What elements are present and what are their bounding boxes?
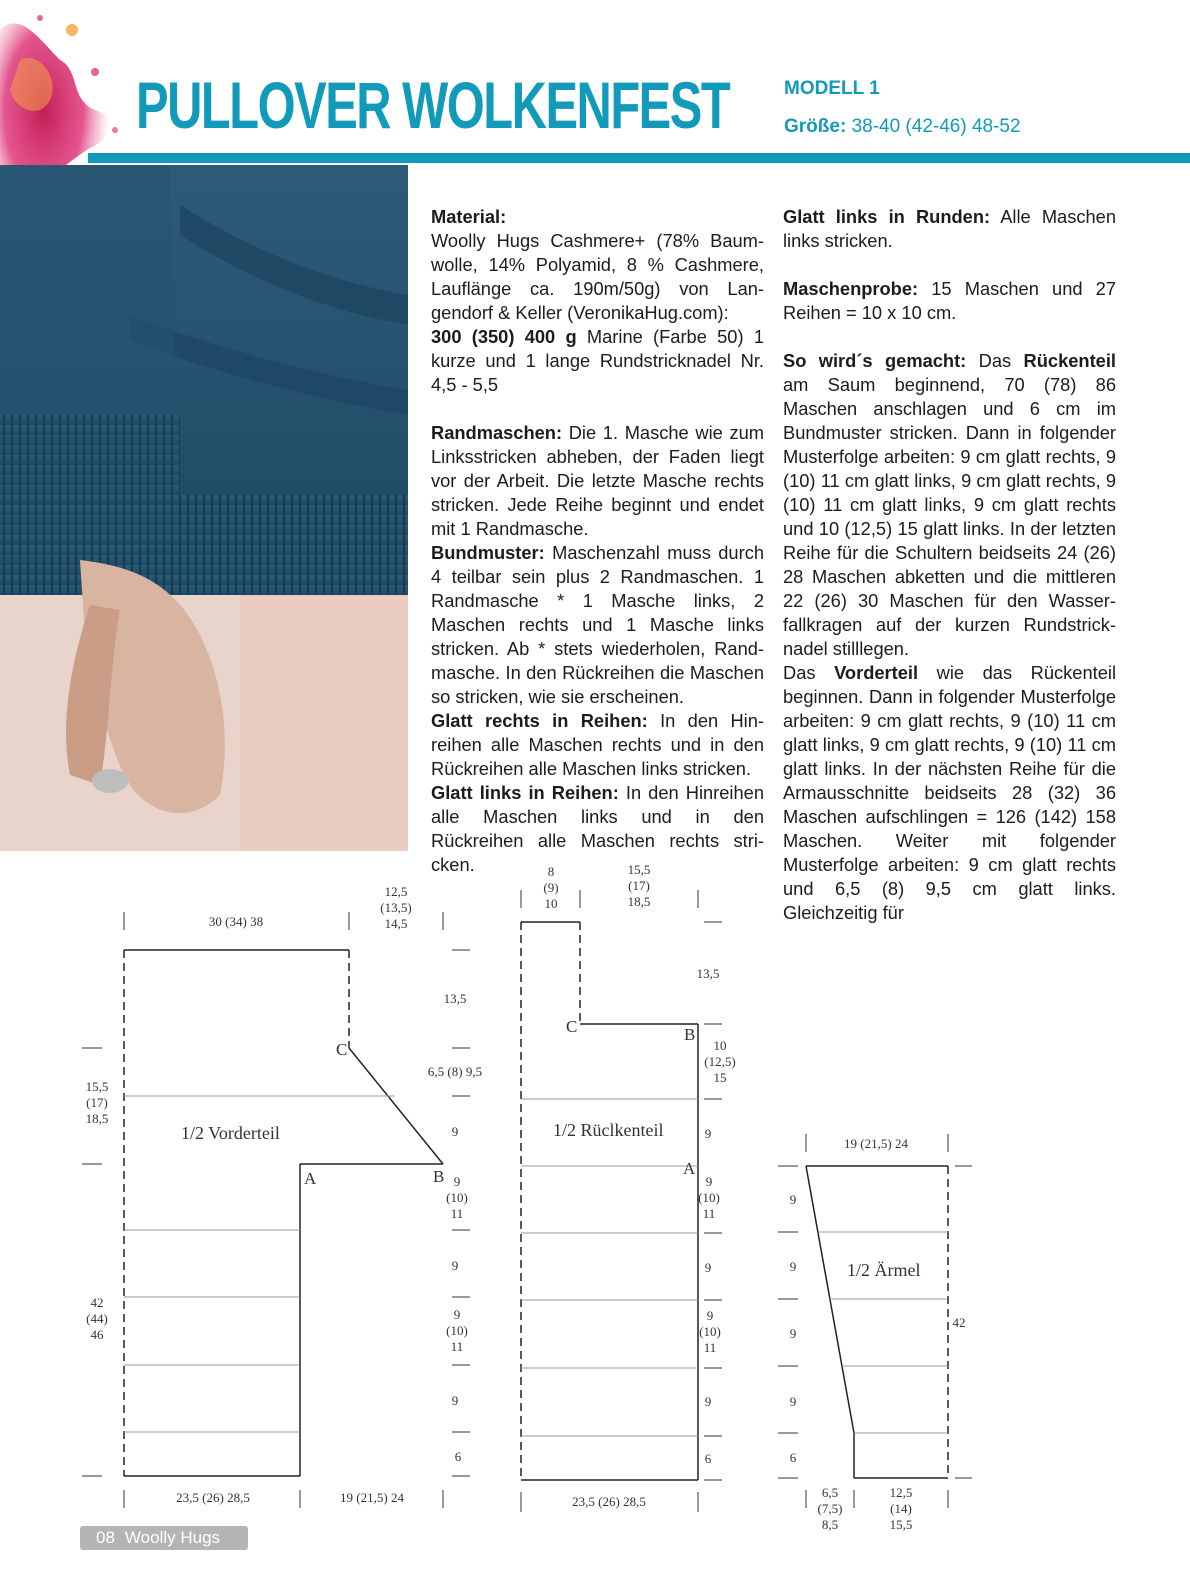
front-left-lower-3: 46 xyxy=(90,1327,104,1342)
front-right-dim-2: 6,5 (8) 9,5 xyxy=(427,1064,483,1079)
back-right-lower-3a: 9 xyxy=(706,1308,714,1323)
vorderteil-text-b: wie das Rückenteil beginnen. Dann in folgender Musterfolge arbeiten: 9 cm glatt rechts, 9 (10) 11 cm glatt links, 9 cm glatt rechts, 9 (10) 11 cm glatt links. In der nächsten Reihe für die Armausschnitte beidseits 28 (32) 36 Maschen aufschlingen = 126 (142) 158 Maschen. Weiter mit folgender Musterfolge arbeiten: 9 cm glatt rechts und 6,5 (8) 9,5 cm glatt links. Gleichzeitig für xyxy=(783,662,1117,923)
material-amount xyxy=(431,325,764,397)
anleitung-text-a: Das xyxy=(966,350,1024,371)
glatt-rechts-heading: Glatt rechts in Reihen: xyxy=(431,710,648,731)
sleeve-height: 42 xyxy=(952,1315,966,1330)
front-top-width: 30 (34) 38 xyxy=(208,914,264,929)
front-right-lower-3a: 9 xyxy=(453,1307,461,1322)
front-shoulder-width-2: (13,5) xyxy=(380,900,412,915)
back-right-lower-2: 9 xyxy=(704,1260,712,1275)
front-right-lower-4: 9 xyxy=(451,1393,459,1408)
glatt-links-text: In den Hinreihen alle Maschen links und in den Rückreihen alle Maschen rechts stricken. xyxy=(431,782,764,875)
maschenprobe-paragraph xyxy=(783,277,1116,325)
randmaschen-text: Die 1. Masche wie zum Linksstricken abheben, der Faden liegt vor der Arbeit. Die letzte Masche rechts stricken. Jede Reihe beginnt und endet mit 1 Randmasche. xyxy=(431,422,764,539)
front-right-dim-1: 13,5 xyxy=(443,991,467,1006)
sleeve-bottom-left-2: (7,5) xyxy=(817,1501,843,1516)
front-right-lower-1c: 11 xyxy=(450,1206,464,1221)
sleeve-bottom-left-1: 6,5 xyxy=(821,1485,839,1500)
front-left-upper-3: 18,5 xyxy=(85,1111,109,1126)
instructions-column-2 xyxy=(783,205,1116,925)
back-top-mid-1: 15,5 xyxy=(627,862,651,877)
size-value: 38-40 (42-46) 48-52 xyxy=(851,116,1021,137)
front-shoulder-width-3: 14,5 xyxy=(384,916,408,931)
pattern-schematics xyxy=(0,850,1190,1540)
glatt-rechts-text: In den Hinreihen alle Maschen rechts und in den Rückreihen alle Maschen links stricken. xyxy=(431,710,764,779)
front-right-dim-3: 9 xyxy=(451,1124,459,1139)
back-right-lower-3c: 11 xyxy=(703,1340,717,1355)
front-right-lower-1b: (10) xyxy=(446,1190,468,1205)
sleeve-left-dim-4: 9 xyxy=(789,1394,797,1409)
back-right-lower-3b: (10) xyxy=(699,1324,721,1339)
glatt-links-runden-paragraph xyxy=(783,205,1116,253)
size-label: Größe: xyxy=(784,116,847,137)
vorderteil-text-a: Das xyxy=(783,662,835,683)
back-right-b-1: 10 xyxy=(713,1038,727,1053)
sleeve-top-width: 19 (21,5) 24 xyxy=(844,1136,908,1151)
front-shoulder-width-1: 12,5 xyxy=(384,884,408,899)
sleeve-left-dim-2: 9 xyxy=(789,1259,797,1274)
page-title: PULLOVER WOLKENFEST xyxy=(136,68,730,142)
sleeve-left-dim-3: 9 xyxy=(789,1326,797,1341)
randmaschen-heading: Randmaschen: xyxy=(431,422,563,443)
back-right-lower-5: 6 xyxy=(704,1451,712,1466)
randmaschen-paragraph xyxy=(431,421,764,541)
back-right-lower-1b: (10) xyxy=(698,1190,720,1205)
sleeve-bottom-right-2: (14) xyxy=(890,1501,912,1516)
glatt-rechts-paragraph xyxy=(431,709,764,781)
header-bar xyxy=(88,153,1190,163)
back-right-lower-1c: 11 xyxy=(702,1206,716,1221)
sleeve-bottom-right-3: 15,5 xyxy=(889,1517,913,1532)
back-top-mid-2: (17) xyxy=(628,878,650,893)
back-piece-label: 1/2 Rüclkenteil xyxy=(553,1120,664,1140)
size-line xyxy=(784,116,1021,138)
anleitung-text-b: am Saum beginnend, 70 (78) 86 Maschen anschlagen und 6 cm im Bundmuster stricken. Dann in folgender Musterfolge arbeiten: 9 cm glatt rechts, 9 (10) 11 cm glatt links, 9 cm glatt rechts, 9 (10) 11 cm glatt links, 9 cm glatt rechts und 10 (12,5) 15 glatt links. In der letzten Reihe für die Schultern beidseits 24 (26) 28 Maschen abketten und die mittleren 22 (26) 30 Maschen für den Wasserfallkragen auf der kurzen Rundstricknadel stilllegen. xyxy=(783,374,1116,659)
back-band-lines xyxy=(521,1099,698,1436)
dimension-ticks xyxy=(82,890,972,1512)
front-left-upper-2: (17) xyxy=(86,1095,108,1110)
back-point-b: B xyxy=(684,1025,696,1044)
front-right-lower-5: 6 xyxy=(454,1449,462,1464)
glatt-links-runden-text: Alle Maschen links stricken. xyxy=(783,206,1116,251)
front-bottom-width: 23,5 (26) 28,5 xyxy=(176,1490,250,1505)
amount-text: Marine (Farbe 50) 1 kurze und 1 lange Rundstricknadel Nr. 4,5 - 5,5 xyxy=(431,326,764,395)
sleeve-label: 1/2 Ärmel xyxy=(847,1260,921,1280)
anleitung-paragraph xyxy=(783,349,1116,661)
back-top-mid-3: 18,5 xyxy=(627,894,651,909)
maschenprobe-heading: Maschenprobe: xyxy=(783,278,919,299)
anleitung-heading: So wird´s gemacht: xyxy=(783,350,967,371)
sleeve-outline xyxy=(806,1166,948,1478)
front-left-lower-1: 42 xyxy=(90,1295,104,1310)
back-right-dim-1: 13,5 xyxy=(696,966,720,981)
maschenprobe-text: 15 Maschen und 27 Reihen = 10 x 10 cm. xyxy=(783,278,1116,323)
back-point-c: C xyxy=(566,1017,578,1036)
front-right-lower-3c: 11 xyxy=(450,1339,464,1354)
vorderteil-bold: Vorderteil xyxy=(834,662,919,683)
front-piece-outline xyxy=(124,950,443,1476)
front-point-c: C xyxy=(336,1040,348,1059)
front-arm-width: 19 (21,5) 24 xyxy=(340,1490,404,1505)
back-piece-outline xyxy=(521,922,698,1480)
back-right-b-3: 15 xyxy=(713,1070,727,1085)
back-bottom-width: 23,5 (26) 28,5 xyxy=(572,1494,646,1509)
material-text: Woolly Hugs Cashmere+ (78% Baumwolle, 14% Polyamid, 8 % Cashmere, Lauflänge ca. 190m/50g) von Langendorf & Keller (VeronikaHug.com): xyxy=(431,230,764,323)
back-top-left-1: 8 xyxy=(547,864,555,879)
footer-brand: Woolly Hugs xyxy=(124,1528,221,1547)
instructions-column-1 xyxy=(431,205,764,877)
back-right-lower-1a: 9 xyxy=(705,1174,713,1189)
bundmuster-heading: Bundmuster: xyxy=(431,542,545,563)
page-footer xyxy=(80,1526,248,1550)
back-right-lower-4: 9 xyxy=(704,1394,712,1409)
back-right-b-2: (12,5) xyxy=(704,1054,736,1069)
front-right-lower-3b: (10) xyxy=(446,1323,468,1338)
sleeve-bottom-right-1: 12,5 xyxy=(889,1485,913,1500)
back-point-a: A xyxy=(683,1159,696,1178)
bundmuster-paragraph xyxy=(431,541,764,709)
material-heading: Material: xyxy=(431,206,507,227)
sleeve-left-dim-5: 6 xyxy=(789,1450,797,1465)
sweater-photo xyxy=(0,165,408,851)
back-right-dim-2: 9 xyxy=(704,1126,712,1141)
front-right-lower-1a: 9 xyxy=(453,1174,461,1189)
back-top-left-3: 10 xyxy=(544,896,558,911)
front-left-lower-2: (44) xyxy=(86,1311,108,1326)
bundmuster-text: Maschenzahl muss durch 4 teilbar sein plus 2 Randmaschen. 1 Randmasche * 1 Masche links, 2 Maschen rechts und 1 Masche links stricken. Ab * stets wiederholen, Randmasche. In den Rückreihen die Maschen so stricken, wie sie erscheinen. xyxy=(431,542,764,707)
front-band-lines xyxy=(124,1096,395,1432)
sleeve-bottom-left-3: 8,5 xyxy=(821,1517,839,1532)
back-top-left-2: (9) xyxy=(543,880,559,895)
glatt-links-heading: Glatt links in Reihen: xyxy=(431,782,619,803)
model-label: MODELL 1 xyxy=(784,78,880,99)
front-point-a: A xyxy=(304,1169,317,1188)
front-left-upper-1: 15,5 xyxy=(85,1079,109,1094)
front-piece-label: 1/2 Vorderteil xyxy=(181,1123,280,1143)
page-number: 08 xyxy=(96,1528,115,1547)
sleeve-left-dim-1: 9 xyxy=(789,1192,797,1207)
amount-bold: 300 (350) 400 g xyxy=(431,326,577,347)
glatt-links-runden-heading: Glatt links in Runden: xyxy=(783,206,991,227)
rueckenteil-bold: Rückenteil xyxy=(1023,350,1116,371)
front-point-b: B xyxy=(433,1167,445,1186)
front-right-lower-2: 9 xyxy=(451,1258,459,1273)
